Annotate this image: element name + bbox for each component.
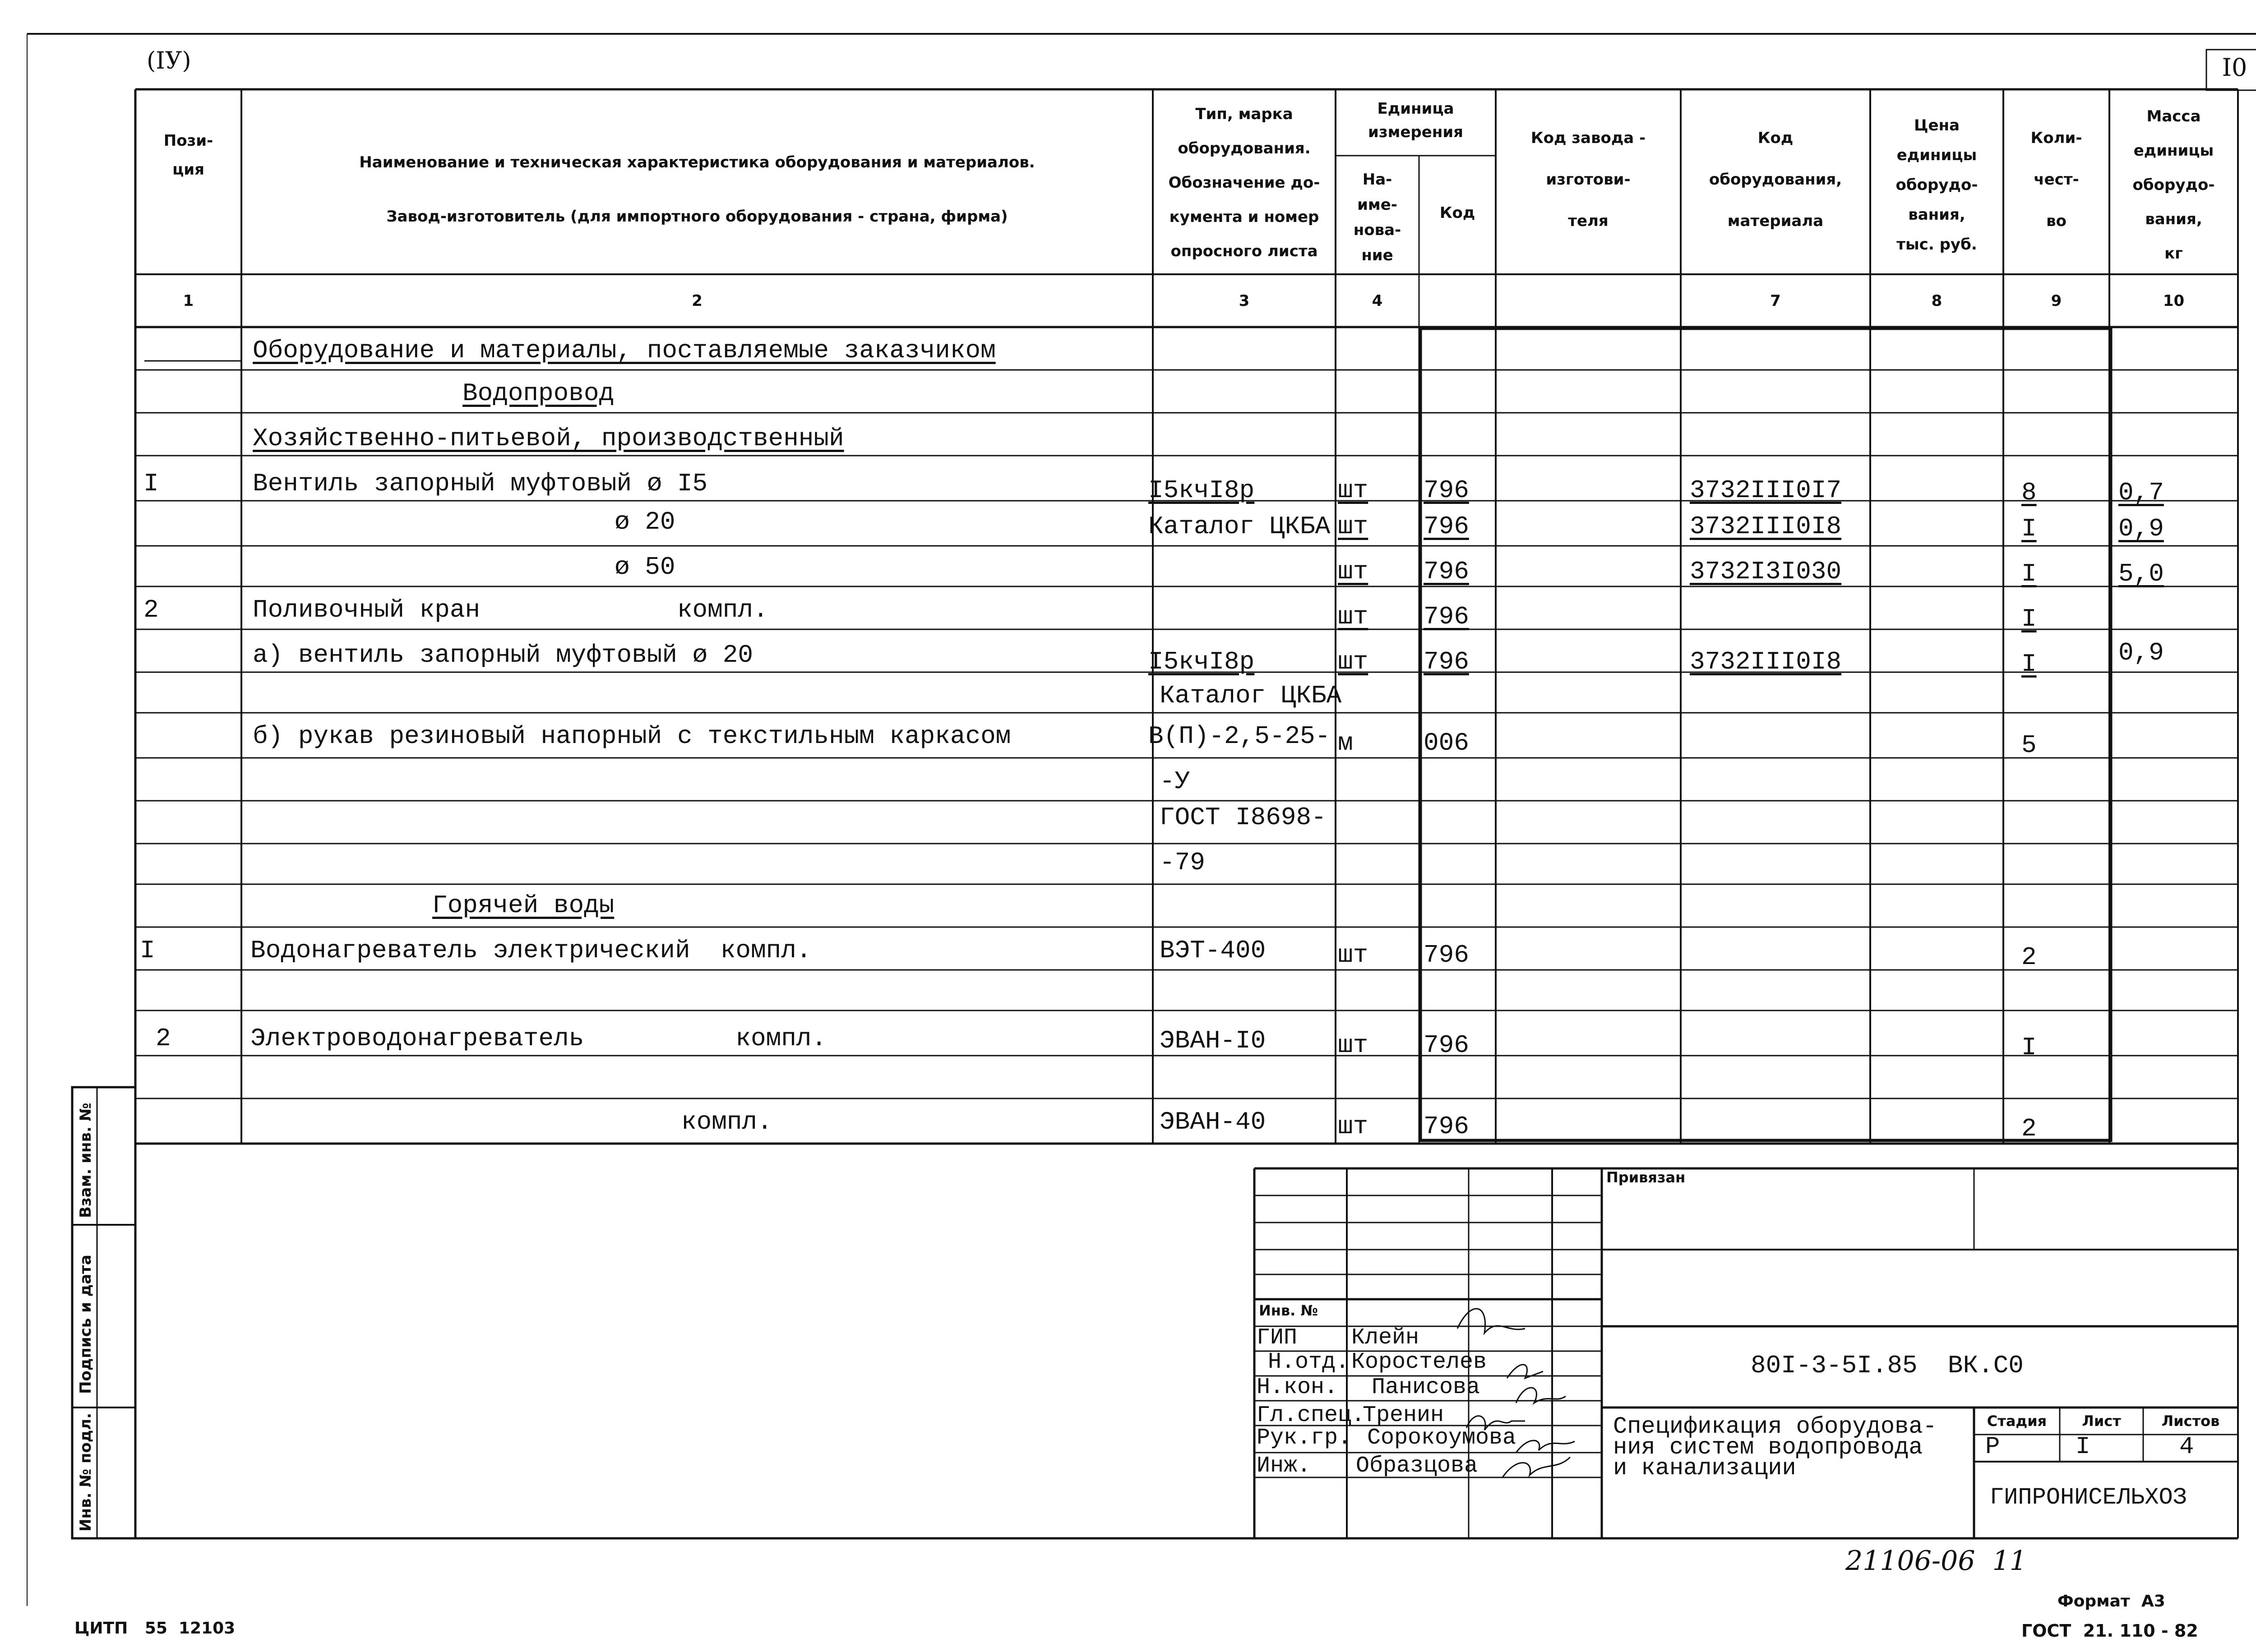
item-unit: шт [1338,512,1368,541]
format-label: Формат А3 [2057,1592,2165,1610]
item-name: Электроводонагреватель компл. [250,1024,827,1053]
header-col9: Коли- чест- во [2030,129,2082,230]
item-code: 796 [1424,557,1469,586]
corner-label: (IУ) [147,47,191,74]
role-dept-head: Н.отд. [1268,1349,1350,1375]
role-norm-control: Н.кон. [1257,1375,1338,1400]
header-unit: Единица измерения [1368,100,1463,141]
name-panisova: Панисова [1372,1375,1480,1400]
item-unit: шт [1338,941,1368,969]
role-group-head: Рук.гр. [1257,1425,1352,1451]
item-unit: шт [1338,557,1368,586]
name-trenin: Тренин [1363,1403,1444,1428]
item-code: 796 [1424,1031,1469,1060]
col-number-3: 3 [1239,292,1250,310]
header-col1: Пози- ция [163,132,213,179]
sheet-value: I [2076,1433,2090,1461]
col-number-9: 9 [2051,292,2062,310]
item-code: 796 [1424,941,1469,969]
name-sorokoumova: Сорокоумова [1367,1425,1516,1451]
item-code: 796 [1424,647,1469,676]
item-code: 796 [1424,1112,1469,1141]
item-type: В(П)-2,5-25- [1148,722,1331,751]
item-name: компл. [681,1107,772,1136]
header-col4: На- име- нова- ние [1353,171,1401,264]
item-type: ЭВАН-I0 [1160,1026,1266,1055]
stamp-replacement-inv: Взам. инв. № [77,1103,95,1218]
item-name: а) вентиль запорный муфтовый ø 20 [253,641,753,669]
item-eqcode: 3732III0I7 [1690,476,1842,505]
item-eqcode: 3732III0I8 [1690,647,1842,676]
item-unit: шт [1338,476,1368,505]
header-col8: Цена единицы оборудо- вания, тыс. руб. [1895,116,1978,254]
item-name: б) рукав резиновый напорный с текстильным каркасом [253,722,1011,751]
name-klein: Клейн [1351,1325,1419,1351]
item-mass: 0,9 [2118,514,2164,543]
col-number-1: 1 [183,292,194,310]
col-number-8: 8 [1931,292,1942,310]
item-name: ø 20 [615,508,675,536]
item-mass: 5,0 [2118,559,2164,588]
item-unit: шт [1338,647,1368,676]
handwritten-number: 21106-06 11 [1845,1545,2027,1577]
item-code: 796 [1424,512,1469,541]
sheets-value: 4 [2179,1433,2194,1461]
item-unit: шт [1338,1031,1368,1060]
item-code: 796 [1424,602,1469,631]
item-type: ГОСТ I8698- [1160,803,1327,832]
document-title: Спецификация оборудова- ния систем водопровода и канализации [1613,1413,1937,1481]
bound-label: Привязан [1606,1169,1686,1186]
item-type: I5кчI8р [1148,476,1255,505]
item-unit: шт [1338,1112,1368,1141]
col-number-7: 7 [1770,292,1781,310]
item-type: Каталог ЦКБА [1160,681,1342,710]
header-col7: Код оборудования, материала [1709,129,1842,230]
col-number-4: 4 [1372,292,1383,310]
document-designation: 80I-3-5I.85 ВК.С0 [1751,1351,2024,1380]
stage-value: Р [1985,1433,2000,1461]
role-engineer: Инж. [1257,1453,1311,1479]
item-name: Поливочный кран компл. [253,595,768,624]
item-code: 796 [1424,476,1469,505]
stamp-inv-original: Инв. № подл. [77,1412,95,1532]
col-number-10: 10 [2163,292,2185,310]
item-type: -79 [1160,848,1205,877]
item-qty: 2 [2021,943,2037,972]
inv-label: Инв. № [1259,1302,1318,1319]
gost-label: ГОСТ 21. 110 - 82 [2021,1621,2198,1641]
item-qty: 8 [2021,478,2037,507]
position: 2 [156,1024,171,1053]
role-gip: ГИП [1257,1325,1298,1351]
stamp-signature-date: Подпись и дата [77,1255,95,1394]
header-col3: Тип, марка оборудования. Обозначение до- кумента и номер опросного листа [1168,105,1320,260]
item-unit: м [1338,729,1353,757]
role-chief-specialist: Гл.спец. [1257,1403,1365,1428]
item-qty: I [2021,559,2037,588]
item-qty: I [2021,1033,2037,1062]
item-mass: 0,9 [2118,638,2164,667]
sheets-label: Листов [2161,1412,2220,1430]
item-type: I5кчI8р [1148,647,1255,676]
organization-name: ГИПРОНИСЕЛЬХОЗ [1990,1484,2187,1511]
position: I [140,936,155,965]
item-eqcode: 3732I3I030 [1690,557,1842,586]
signature-sorokoumova [1516,1440,1575,1453]
item-type: Каталог ЦКБА [1148,512,1331,541]
name-obraztsova: Образцова [1356,1453,1478,1479]
section-title-water: Водопровод [462,379,615,408]
section-title-domestic: Хозяйственно-питьевой, производственный [253,424,844,453]
item-qty: 5 [2021,731,2037,760]
item-unit: шт [1338,602,1368,631]
item-eqcode: 3732III0I8 [1690,512,1842,541]
item-type: ВЭТ-400 [1160,936,1266,965]
item-qty: 2 [2021,1114,2037,1143]
header-col10: Масса единицы оборудо- вания, кг [2132,107,2215,263]
signature-klein [1457,1309,1525,1333]
name-korostelev: Коростелев [1351,1349,1487,1375]
item-code: 006 [1424,729,1469,757]
header-col2: Наименование и техническая характеристика оборудования и материалов. Завод-изготовитель (для импортного оборудования - страна, фирма) [359,153,1035,226]
item-name: Вентиль запорный муфтовый ø I5 [253,469,708,498]
position: 2 [143,595,159,624]
sheet-number: I0 [2222,53,2247,82]
header-col6: Код завода - изготови- теля [1530,129,1646,230]
item-mass: 0,7 [2118,478,2164,507]
item-name: Водонагреватель электрический компл. [250,936,812,965]
sheet-label: Лист [2082,1412,2121,1430]
signature-obraztsova [1502,1457,1570,1477]
item-qty: I [2021,650,2037,678]
section-title-hot-water: Горячей воды [432,891,615,920]
item-name: ø 50 [615,553,675,581]
stage-label: Стадия [1987,1412,2047,1430]
item-type: -У [1160,767,1190,796]
header-col5: Код [1439,204,1475,222]
item-qty: I [2021,514,2037,543]
col-number-2: 2 [692,292,703,310]
item-type: ЭВАН-40 [1160,1107,1266,1136]
position: I [143,469,159,498]
item-qty: I [2021,605,2037,633]
footer-code: ЦИТП 55 12103 [74,1619,236,1638]
section-title-customer: Оборудование и материалы, поставляемые заказчиком [253,336,996,365]
